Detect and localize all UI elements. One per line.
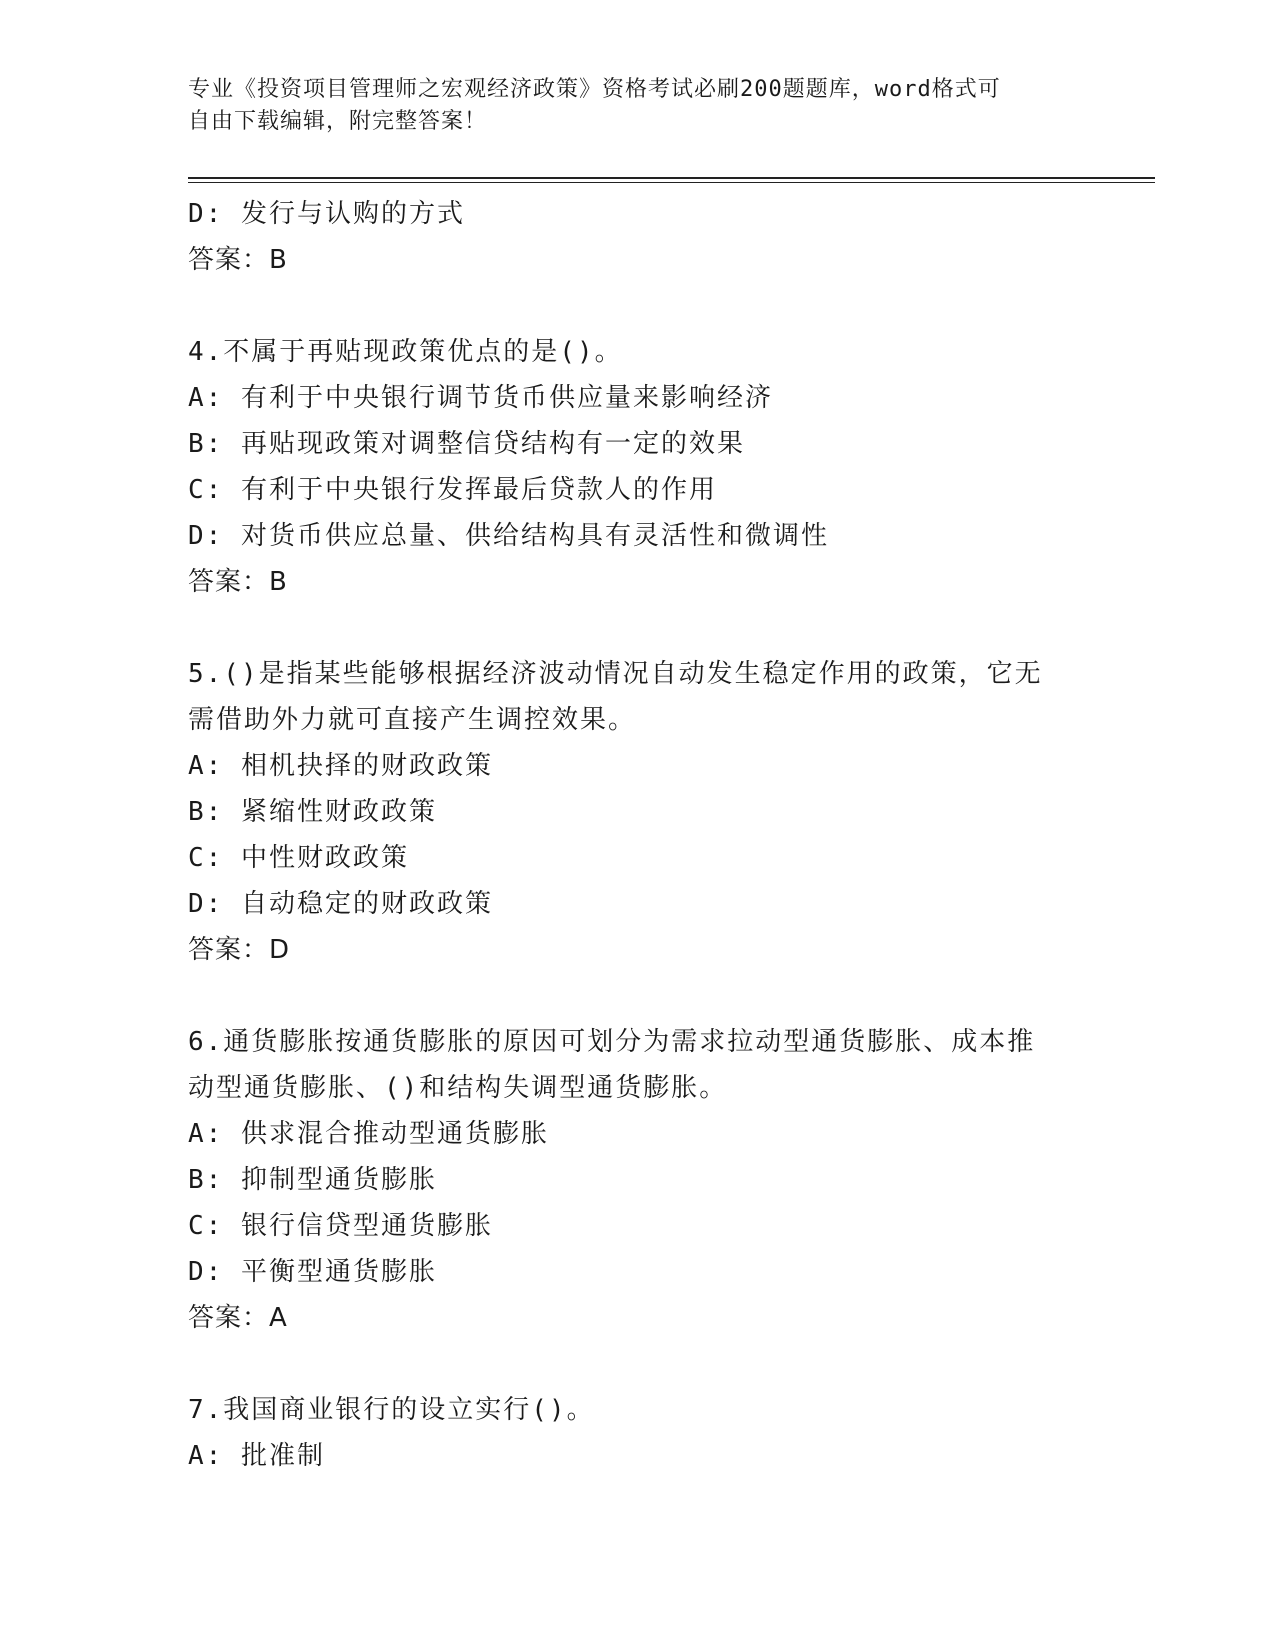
option-c: C: 有利于中央银行发挥最后贷款人的作用 xyxy=(188,475,717,505)
question-stem: 4.不属于再贴现政策优点的是()。 xyxy=(188,337,623,367)
header-line-1: 专业《投资项目管理师之宏观经济政策》资格考试必刷200题题库，word格式可 xyxy=(188,77,1001,102)
document-header xyxy=(188,74,1068,138)
question-stem-line-1: 5.()是指某些能够根据经济波动情况自动发生稳定作用的政策，它无 xyxy=(188,659,1043,689)
question-stem-line-2: 需借助外力就可直接产生调控效果。 xyxy=(188,705,637,735)
question-7 xyxy=(188,1387,1088,1479)
option-d: D: 平衡型通货膨胀 xyxy=(188,1257,437,1287)
option-b: B: 再贴现政策对调整信贷结构有一定的效果 xyxy=(188,429,745,459)
option-a: A: 供求混合推动型通货膨胀 xyxy=(188,1119,549,1149)
option-d: D: 对货币供应总量、供给结构具有灵活性和微调性 xyxy=(188,521,829,551)
question-list xyxy=(188,191,1088,1479)
option-d: D: 发行与认购的方式 xyxy=(188,199,465,229)
answer: 答案：B xyxy=(188,245,288,275)
question-6 xyxy=(188,1019,1088,1341)
question-stem-line-1: 6.通货膨胀按通货膨胀的原因可划分为需求拉动型通货膨胀、成本推 xyxy=(188,1027,1036,1057)
header-line-2: 自由下载编辑，附完整答案！ xyxy=(188,109,488,134)
question-stem: 7.我国商业银行的设立实行()。 xyxy=(188,1395,595,1425)
option-c: C: 银行信贷型通货膨胀 xyxy=(188,1211,493,1241)
header-rule-thick xyxy=(188,177,1155,179)
header-rule-thin xyxy=(188,182,1155,183)
option-a: A: 有利于中央银行调节货币供应量来影响经济 xyxy=(188,383,773,413)
option-b: B: 紧缩性财政政策 xyxy=(188,797,437,827)
answer: 答案：D xyxy=(188,935,291,965)
question-4 xyxy=(188,329,1088,605)
option-d: D: 自动稳定的财政政策 xyxy=(188,889,493,919)
option-a: A: 批准制 xyxy=(188,1441,325,1471)
answer: 答案：A xyxy=(188,1303,288,1333)
answer: 答案：B xyxy=(188,567,288,597)
option-c: C: 中性财政政策 xyxy=(188,843,409,873)
option-b: B: 抑制型通货膨胀 xyxy=(188,1165,437,1195)
question-stem-line-2: 动型通货膨胀、()和结构失调型通货膨胀。 xyxy=(188,1073,728,1103)
question-3-tail xyxy=(188,191,1088,283)
question-5 xyxy=(188,651,1088,973)
option-a: A: 相机抉择的财政政策 xyxy=(188,751,493,781)
